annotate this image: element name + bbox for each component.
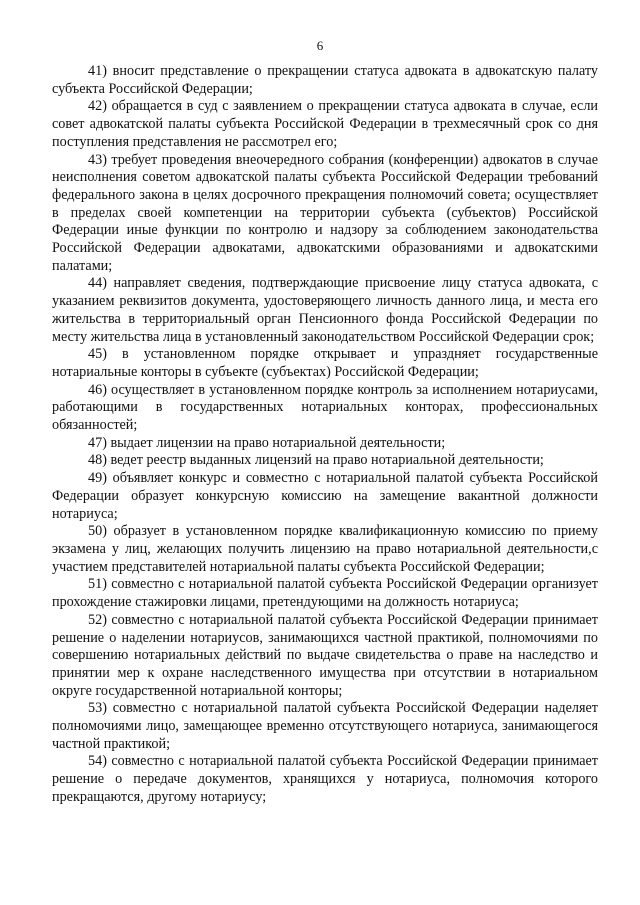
list-item-47: 47) выдает лицензии на право нотариальной деятельности; [88,434,446,451]
list-item-45: 45) в установленном порядке открывает и упраздняет государственные нотариальные конторы в субъекте (субъектах) Российской Федерации; [52,346,598,380]
list-item-49: 49) объявляет конкурс и совместно с нотариальной палатой субъекта Российской Федерации образует конкурсную комиссию на замещение вакантной должности нотариуса; [52,470,598,522]
list-item-50: 50) образует в установленном порядке квалификационную комиссию по приему экзамена у лиц, желающих получить лицензию на право нотариальной деятельности,с участием представителей нотариальной палаты субъекта Российской Федерации; [52,523,598,575]
page-number: 6 [316,38,324,53]
list-item-48: 48) ведет реестр выданных лицензий на право нотариальной деятельности; [88,452,544,469]
list-item-54: 54) совместно с нотариальной палатой субъекта Российской Федерации принимает решение о передаче документов, хранящихся у нотариуса, полномочия которого прекращаются, другому нотариусу; [52,753,598,805]
list-item-43: 43) требует проведения внеочередного собрания (конференции) адвокатов в случае неисполнения советом адвокатской палаты субъекта Российской Федерации требований федерального закона в целях досрочного прекращения полномочий совета; осуществляет в пределах своей компетенции на территории субъекта (субъектов) Российской Федерации иные функции по контролю и надзору за соблюдением законодательства Российской Федерации адвокатами, адвокатскими образованиями и адвокатскими палатами; [52,151,598,274]
list-item-46: 46) осуществляет в установленном порядке контроль за исполнением нотариусами, работающими в государственных нотариальных конторах, профессиональных обязанностей; [52,381,598,434]
list-item-53: 53) совместно с нотариальной палатой субъекта Российской Федерации наделяет полномочиями лицо, замещающее временно отсутствующего нотариуса, занимающегося частной практикой; [52,700,598,752]
list-item-41: 41) вносит представление о прекращении статуса адвоката в адвокатскую палату субъекта Российской Федерации; [52,63,598,97]
list-item-42: 42) обращается в суд с заявлением о прекращении статуса адвоката в случае, если совет адвокатской палаты субъекта Российской Федерации в трехмесячный срок со дня поступления представления не рассмотрел его; [52,98,598,150]
list-item-44: 44) направляет сведения, подтверждающие присвоение лицу статуса адвоката, с указанием реквизитов документа, удостоверяющего личность данного лица, и места его жительства в территориальный орган Пенсионного фонда Российской Федерации по месту жительства лица в установленный законодательством Российской Федерации срок; [52,275,598,345]
list-item-51: 51) совместно с нотариальной палатой субъекта Российской Федерации организует прохождение стажировки лицами, претендующими на должность нотариуса; [52,576,598,611]
document-body [52,63,598,807]
list-item-52: 52) совместно с нотариальной палатой субъекта Российской Федерации принимает решение о наделении нотариусов, занимающихся частной практикой, полномочиями по совершению нотариальных действий по выдаче свидетельства о праве на наследство и принятии мер к охране наследственного имущества при отсутствии в нотариальном округе государственной нотариальной конторы; [52,611,598,699]
